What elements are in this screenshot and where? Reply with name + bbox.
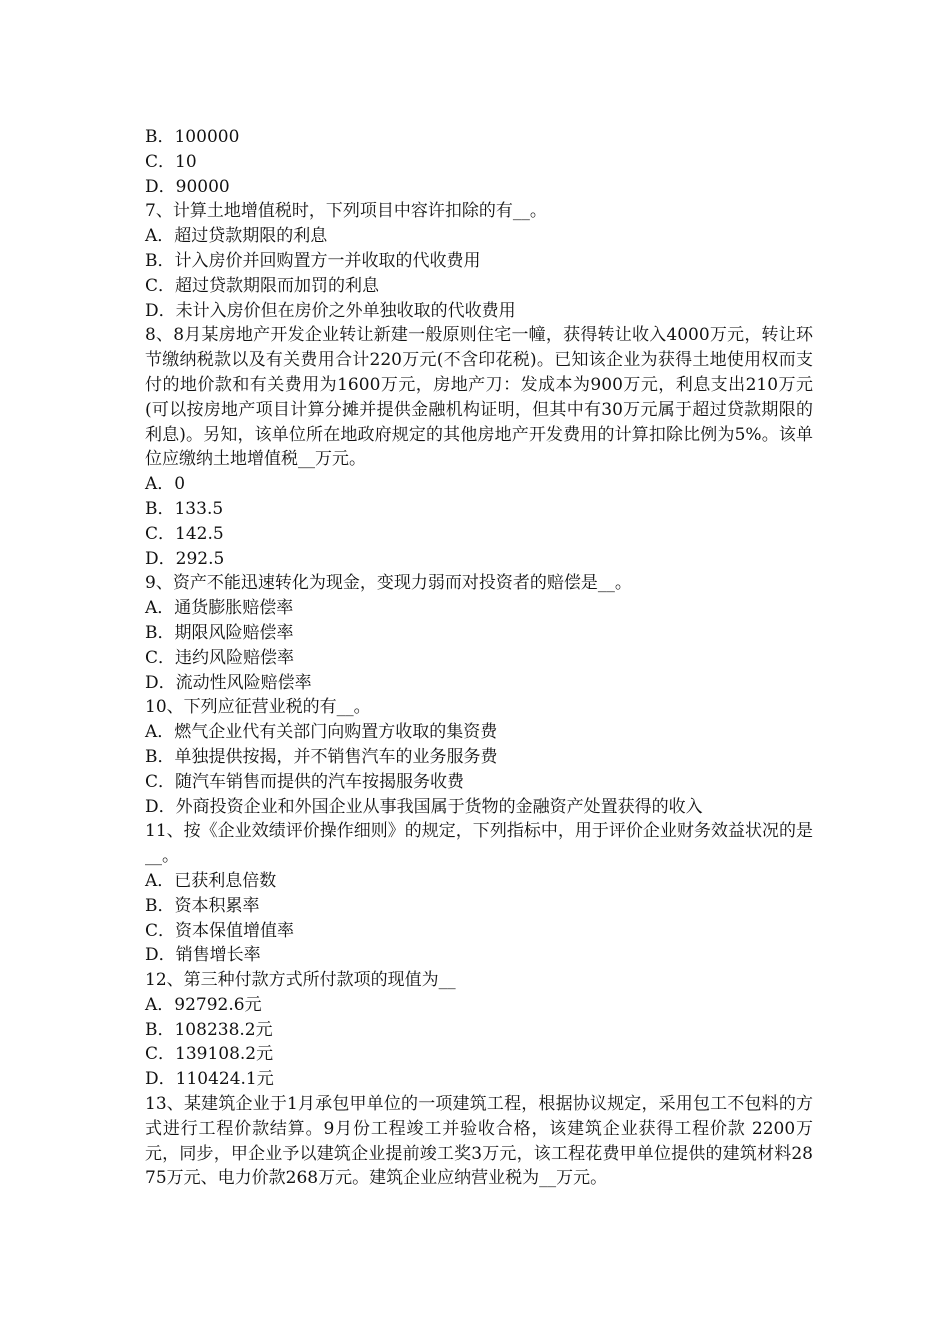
option-d: D．流动性风险赔偿率 (145, 672, 312, 693)
option-b: B．期限风险赔偿率 (145, 622, 294, 643)
option-c: C．142.5 (145, 523, 224, 544)
option-c: C．随汽车销售而提供的汽车按揭服务收费 (145, 771, 465, 792)
option-a: A．0 (145, 474, 186, 495)
option-c: C．违约风险赔偿率 (145, 647, 295, 668)
option-c: C．10 (145, 151, 197, 172)
option-c: C．资本保值增值率 (145, 920, 295, 941)
option-a: A．通货膨胀赔偿率 (145, 598, 294, 619)
question-10: 10、下列应征营业税的有__。 (145, 697, 371, 718)
document-page (145, 125, 813, 1191)
option-d: D．292.5 (145, 548, 225, 569)
question-13: 13、某建筑企业于1月承包甲单位的一项建筑工程，根据协议规定，采用包工不包料的方式进行工程价款结算。9月份工程竣工并验收合格，该建筑企业获得工程价款 2200万元，同步，甲企业予以建筑企业提前竣工奖3万元，该工程花费甲单位提供的建筑材料2875万元、电力价款268万元。建筑企业应纳营业税为__万元。 (145, 1094, 813, 1189)
question-9: 9、资产不能迅速转化为现金，变现力弱而对投资者的赔偿是__。 (145, 573, 632, 594)
option-c: C．超过贷款期限而加罚的利息 (145, 275, 380, 296)
option-b: B．100000 (145, 127, 240, 147)
option-d: D．90000 (145, 176, 230, 197)
option-b: B．资本积累率 (145, 895, 260, 916)
option-d: D．外商投资企业和外国企业从事我国属于货物的金融资产处置获得的收入 (145, 796, 703, 817)
option-c: C．139108.2元 (145, 1044, 274, 1065)
option-b: B．133.5 (145, 498, 224, 519)
option-b: B．单独提供按揭，并不销售汽车的业务服务费 (145, 746, 498, 767)
question-12: 12、第三种付款方式所付款项的现值为__ (145, 970, 456, 991)
option-d: D．销售增长率 (145, 945, 261, 966)
question-8: 8、8月某房地产开发企业转让新建一般原则住宅一幢，获得转让收入4000万元，转让环节缴纳税款以及有关费用合计220万元(不含印花税)。已知该企业为获得土地使用权而支付的地价款和有关费用为1600万元，房地产刀：发成本为900万元，利息支出210万元(可以按房地产项目计算分摊并提供金融机构证明，但其中有30万元属于超过贷款期限的利息)。另知，该单位所在地政府规定的其他房地产开发费用的计算扣除比例为5%。该单位应缴纳土地增值税__万元。 (145, 325, 813, 470)
option-a: A．92792.6元 (145, 994, 262, 1015)
option-a: A．燃气企业代有关部门向购置方收取的集资费 (145, 722, 498, 743)
option-d: D．未计入房价但在房价之外单独收取的代收费用 (145, 300, 516, 321)
question-7: 7、计算土地增值税时，下列项目中容许扣除的有__。 (145, 201, 547, 222)
option-b: B．108238.2元 (145, 1019, 273, 1040)
question-11: 11、按《企业效绩评价操作细则》的规定，下列指标中，用于评价企业财务效益状况的是__。 (145, 821, 813, 867)
option-a: A．已获利息倍数 (145, 870, 277, 891)
option-d: D．110424.1元 (145, 1069, 274, 1090)
option-b: B．计入房价并回购置方一并收取的代收费用 (145, 250, 481, 271)
option-a: A．超过贷款期限的利息 (145, 226, 328, 247)
